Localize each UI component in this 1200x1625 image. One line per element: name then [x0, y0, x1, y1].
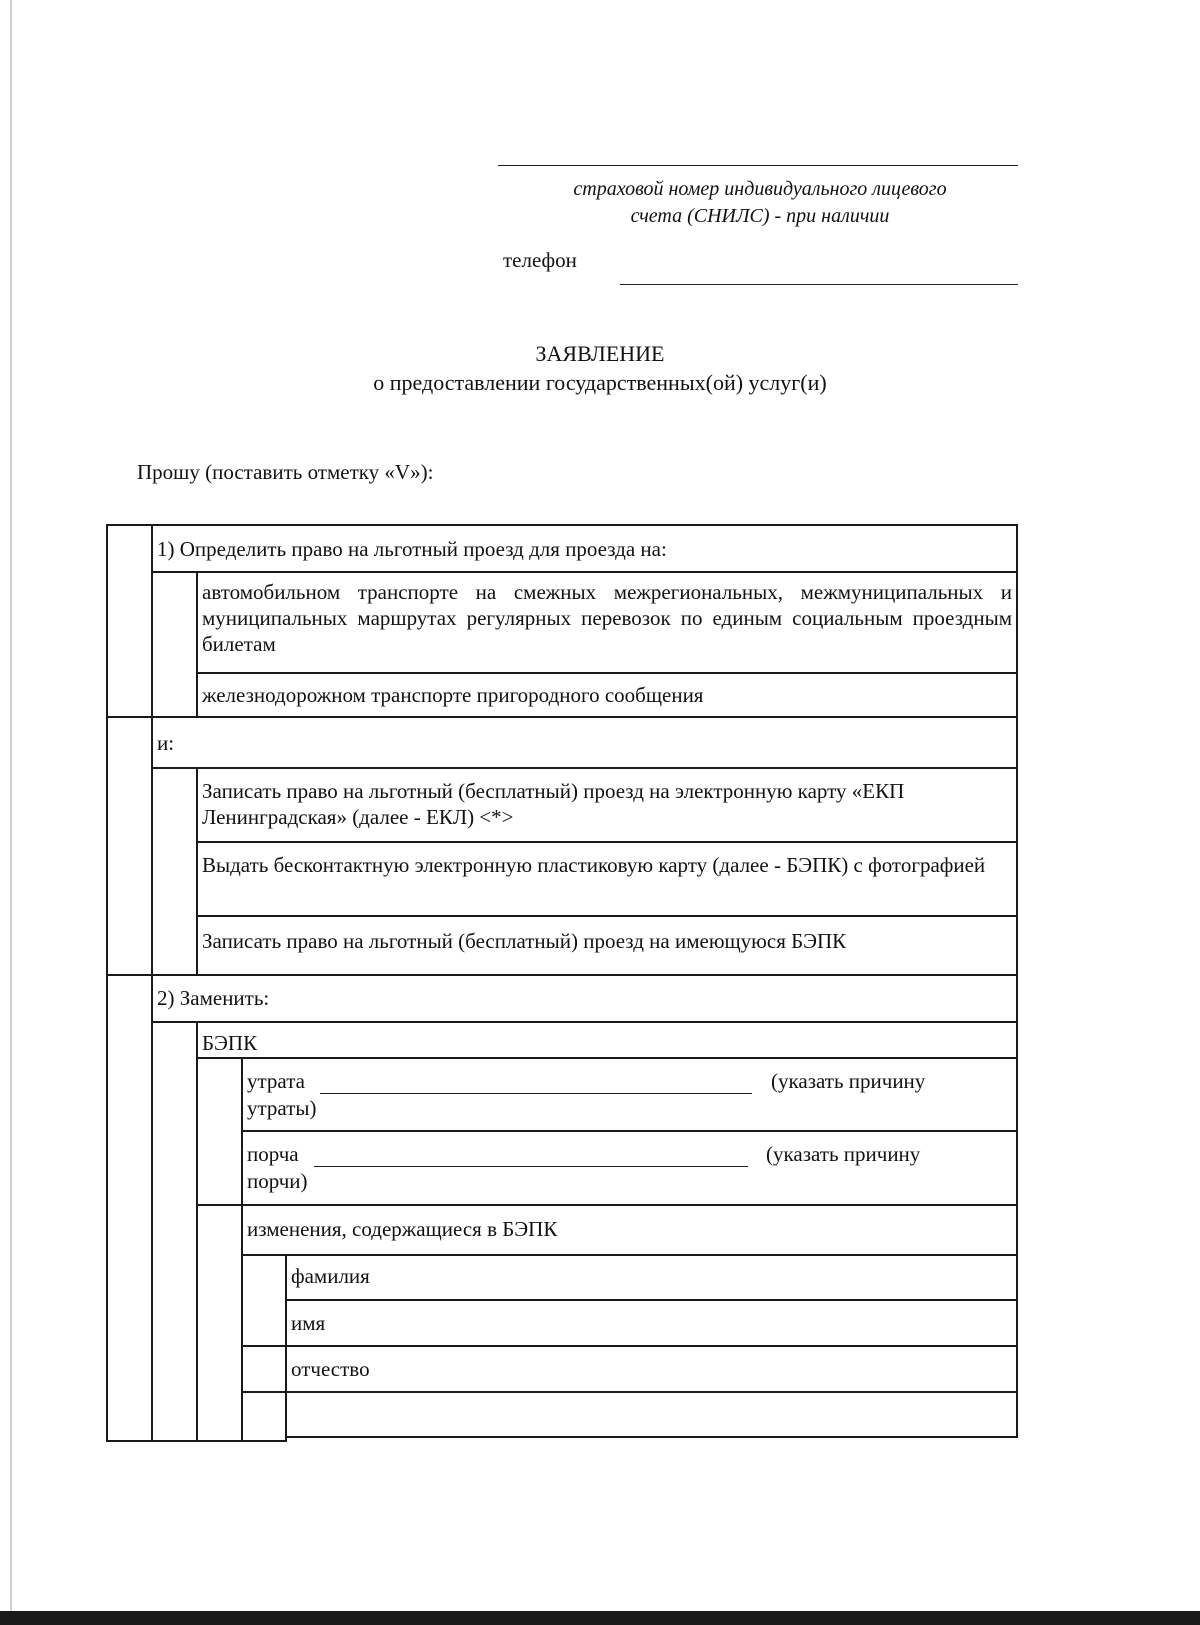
col-divider-2b [196, 767, 198, 974]
checkbox-surname[interactable] [243, 1256, 284, 1298]
table-border-bottom-right [285, 1436, 1018, 1438]
checkbox-section1[interactable] [108, 526, 150, 715]
row-line-3 [106, 716, 1018, 718]
checkbox-auto-transport[interactable] [153, 573, 195, 671]
and-label: и: [157, 731, 175, 755]
checkbox-section2[interactable] [108, 976, 150, 1020]
scan-edge-left [10, 0, 12, 1625]
col-divider-2a [196, 571, 198, 716]
row-line-10 [241, 1130, 1017, 1132]
auto-transport-label: автомобильном транспорте на смежных межрегиональных, межмуниципальных и муниципальных маршрутах регулярных перевозок по единым социальным проездным билетам [202, 580, 1012, 656]
row-line-1 [151, 571, 1017, 573]
table-border-bottom-left [106, 1440, 286, 1442]
row-line-12 [241, 1254, 1017, 1256]
section1-heading: 1) Определить право на льготный проезд для проезда на: [157, 537, 667, 561]
snils-caption-line1: страховой номер индивидуального лицевого [573, 178, 947, 200]
checkbox-loss[interactable] [198, 1059, 240, 1129]
issue-bepk-label: Выдать бесконтактную электронную пластиковую карту (далее - БЭПК) с фотографией [202, 853, 986, 877]
name-label: имя [291, 1311, 326, 1335]
loss-hint-line2: утраты) [247, 1096, 317, 1120]
document-title: ЗАЯВЛЕНИЕ [535, 341, 665, 366]
row-line-6 [196, 915, 1017, 917]
checkbox-patronymic[interactable] [243, 1347, 284, 1390]
row-line-5 [196, 841, 1017, 843]
record-bepk-label: Записать право на льготный (бесплатный) проезд на имеющуюся БЭПК [202, 929, 847, 953]
row-line-14 [241, 1345, 1017, 1347]
loss-reason-field[interactable] [320, 1093, 752, 1094]
checkbox-record-ekl[interactable] [153, 769, 195, 840]
patronymic-label: отчество [291, 1357, 370, 1381]
row-line-11 [196, 1204, 1017, 1206]
damage-hint-line1: (указать причину [766, 1142, 921, 1166]
loss-hint-line1: (указать причину [771, 1069, 926, 1093]
checkbox-damage[interactable] [198, 1132, 240, 1203]
document-subtitle: о предоставлении государственных(ой) услуг(и) [373, 370, 827, 395]
row-line-8 [151, 1021, 1017, 1023]
checkbox-bepk[interactable] [153, 1023, 195, 1056]
request-line: Прошу (поставить отметку «V»): [137, 460, 434, 484]
damage-reason-field[interactable] [314, 1166, 748, 1167]
section2-heading: 2) Заменить: [157, 986, 270, 1010]
extra-field-cell[interactable] [287, 1393, 1015, 1435]
scan-edge-bottom [0, 1611, 1200, 1625]
bepk-label: БЭПК [202, 1031, 258, 1055]
record-ekl-label: Записать право на льготный (бесплатный) проезд на электронную карту «ЕКП Ленинградская» (далее - ЕКЛ) <*> [202, 779, 905, 829]
phone-label: телефон [503, 248, 577, 272]
services-form-table [106, 524, 1018, 1442]
row-line-4 [151, 767, 1017, 769]
snils-caption-line2: счета (СНИЛС) - при наличии [630, 205, 890, 227]
checkbox-changes[interactable] [198, 1206, 240, 1253]
table-border-right [1016, 524, 1018, 1438]
snils-underline[interactable] [498, 165, 1018, 166]
damage-hint-line2: порчи) [247, 1169, 308, 1193]
changes-label: изменения, содержащиеся в БЭПК [247, 1217, 558, 1241]
phone-underline[interactable] [620, 284, 1018, 285]
checkbox-name[interactable] [243, 1301, 284, 1344]
rail-transport-label: железнодорожном транспорте пригородного сообщения [202, 683, 704, 707]
checkbox-extra[interactable] [243, 1393, 284, 1436]
row-line-7 [106, 974, 1018, 976]
checkbox-record-bepk[interactable] [153, 917, 195, 973]
loss-label: утрата [247, 1069, 305, 1093]
row-line-2 [196, 672, 1017, 674]
row-line-13 [285, 1299, 1017, 1301]
table-border-top [106, 524, 1018, 526]
damage-label: порча [247, 1142, 299, 1166]
checkbox-issue-bepk[interactable] [153, 843, 195, 914]
checkbox-rail-transport[interactable] [153, 674, 195, 715]
row-line-9 [196, 1057, 1017, 1059]
surname-label: фамилия [291, 1264, 370, 1288]
snils-caption [500, 176, 1020, 230]
